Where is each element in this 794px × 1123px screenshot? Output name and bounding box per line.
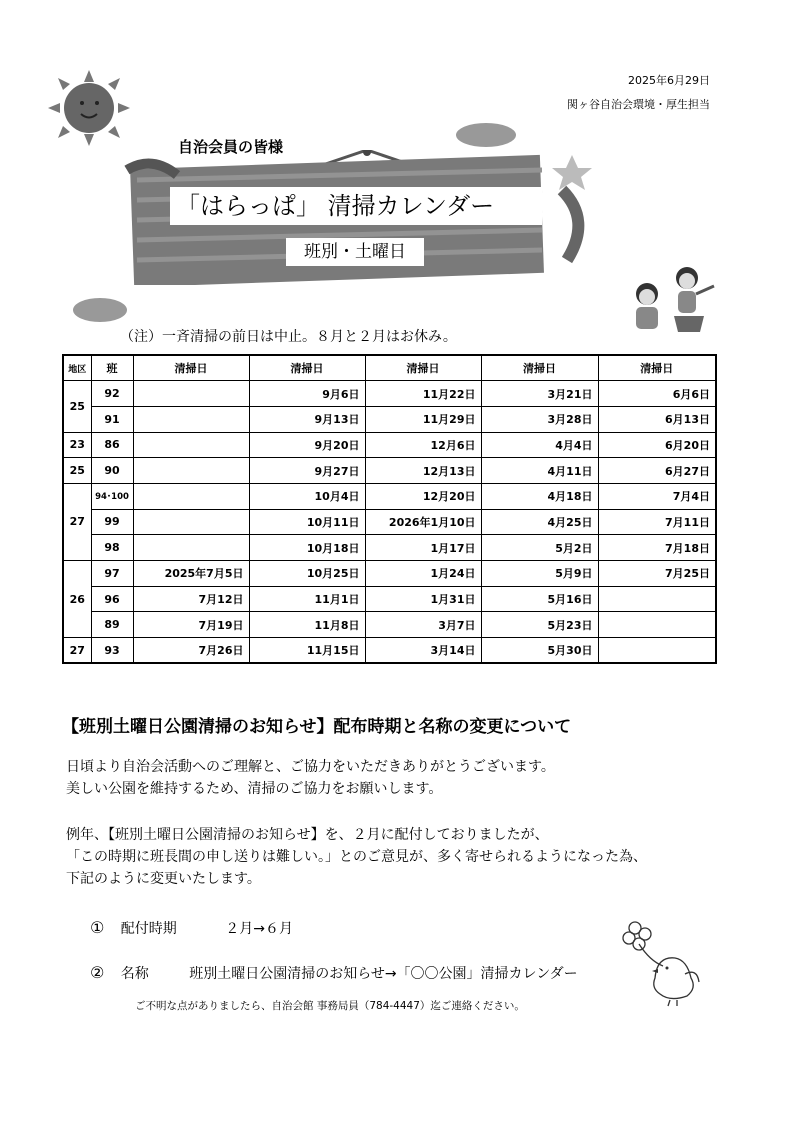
header-cell: 清掃日 <box>481 355 598 381</box>
header-cell: 清掃日 <box>133 355 249 381</box>
date-cell: 4月25日 <box>481 509 598 535</box>
area-cell: 27 <box>63 638 91 664</box>
date-cell: 11月8日 <box>249 612 365 638</box>
table-header-row <box>63 355 716 381</box>
area-cell: 26 <box>63 561 91 638</box>
date-cell: 3月28日 <box>481 406 598 432</box>
date-cell: 9月27日 <box>249 458 365 484</box>
date-cell <box>133 483 249 509</box>
children-illustration <box>622 264 722 344</box>
date-cell: 10月4日 <box>249 483 365 509</box>
table-row <box>63 509 716 535</box>
item-number: ② <box>90 963 105 982</box>
date-cell <box>133 458 249 484</box>
date-cell: 1月24日 <box>365 561 481 587</box>
date-cell: 6月13日 <box>598 406 716 432</box>
date-cell: 12月20日 <box>365 483 481 509</box>
salutation: 自治会員の皆様 <box>178 138 284 156</box>
date-cell: 5月2日 <box>481 535 598 561</box>
contact-info: ご不明な点がありましたら、自治会館 事務局員（784-4447）迄ご連絡ください。 <box>135 1000 525 1012</box>
date-cell <box>133 509 249 535</box>
date-cell: 6月27日 <box>598 458 716 484</box>
table-row <box>63 612 716 638</box>
cloud-illustration <box>72 293 128 323</box>
date-cell: 10月11日 <box>249 509 365 535</box>
table-row <box>63 432 716 458</box>
han-cell: 92 <box>91 381 133 407</box>
date-cell: 5月30日 <box>481 638 598 664</box>
date-cell: 4月18日 <box>481 483 598 509</box>
han-cell: 86 <box>91 432 133 458</box>
organization-name: 関ヶ谷自治会環境・厚生担当 <box>567 98 710 111</box>
date-cell: 3月14日 <box>365 638 481 664</box>
table-row <box>63 638 716 664</box>
date-cell: 6月6日 <box>598 381 716 407</box>
change-item-1 <box>90 918 293 938</box>
area-cell: 25 <box>63 458 91 484</box>
date-cell <box>133 535 249 561</box>
date-cell: 12月6日 <box>365 432 481 458</box>
date-cell: 1月31日 <box>365 586 481 612</box>
date-cell <box>133 381 249 407</box>
han-cell: 93 <box>91 638 133 664</box>
date-cell: 9月13日 <box>249 406 365 432</box>
table-row <box>63 406 716 432</box>
date-cell: 5月23日 <box>481 612 598 638</box>
date-cell: 11月22日 <box>365 381 481 407</box>
table-row <box>63 535 716 561</box>
document-date: 2025年6月29日 <box>628 74 710 87</box>
item-number: ① <box>90 918 105 937</box>
area-cell: 27 <box>63 483 91 560</box>
date-cell <box>598 638 716 664</box>
date-cell: 4月11日 <box>481 458 598 484</box>
date-cell: 10月18日 <box>249 535 365 561</box>
date-cell: 1月17日 <box>365 535 481 561</box>
date-cell: 4月4日 <box>481 432 598 458</box>
date-cell: 5月9日 <box>481 561 598 587</box>
han-cell: 91 <box>91 406 133 432</box>
han-cell: 97 <box>91 561 133 587</box>
cleaning-calendar-table <box>62 354 717 664</box>
date-cell: 2026年1月10日 <box>365 509 481 535</box>
date-cell <box>598 586 716 612</box>
date-cell <box>133 406 249 432</box>
table-row <box>63 561 716 587</box>
item-value: ２月→６月 <box>225 921 293 937</box>
han-cell: 98 <box>91 535 133 561</box>
han-cell: 99 <box>91 509 133 535</box>
date-cell <box>133 432 249 458</box>
date-cell: 12月13日 <box>365 458 481 484</box>
table-note: （注）一斉清掃の前日は中止。８月と２月はお休み。 <box>120 329 457 345</box>
date-cell: 7月18日 <box>598 535 716 561</box>
date-cell: 3月7日 <box>365 612 481 638</box>
date-cell: 11月1日 <box>249 586 365 612</box>
date-cell: 7月11日 <box>598 509 716 535</box>
notice-heading: 【班別土曜日公園清掃のお知らせ】配布時期と名称の変更について <box>62 717 572 737</box>
header-cell: 清掃日 <box>249 355 365 381</box>
area-cell: 23 <box>63 432 91 458</box>
item-label: 配付時期 <box>120 921 177 937</box>
date-cell: 7月26日 <box>133 638 249 664</box>
calendar-title: 「はらっぱ」 清掃カレンダー <box>170 187 542 225</box>
date-cell: 11月15日 <box>249 638 365 664</box>
date-cell: 7月19日 <box>133 612 249 638</box>
cloud-illustration <box>455 118 517 148</box>
header-cell: 清掃日 <box>365 355 481 381</box>
change-item-2 <box>90 963 578 983</box>
table-row <box>63 483 716 509</box>
notice-paragraph-1 <box>66 756 555 800</box>
table-row <box>63 381 716 407</box>
header-cell: 清掃日 <box>598 355 716 381</box>
table-row <box>63 586 716 612</box>
date-cell: 3月21日 <box>481 381 598 407</box>
date-cell: 11月29日 <box>365 406 481 432</box>
han-cell: 94･100 <box>91 483 133 509</box>
date-cell: 5月16日 <box>481 586 598 612</box>
date-cell: 6月20日 <box>598 432 716 458</box>
date-cell <box>598 612 716 638</box>
calendar-subtitle: 班別・土曜日 <box>286 238 424 266</box>
han-cell: 96 <box>91 586 133 612</box>
notice-line: 「この時期に班長間の申し送りは難しい。」とのご意見が、多く寄せられるようになった為、 <box>66 849 647 865</box>
date-cell: 7月12日 <box>133 586 249 612</box>
date-cell: 9月20日 <box>249 432 365 458</box>
area-cell: 25 <box>63 381 91 432</box>
han-cell: 89 <box>91 612 133 638</box>
bird-illustration <box>615 916 703 1008</box>
header-cell: 地区 <box>63 355 91 381</box>
sun-illustration <box>44 68 134 148</box>
date-cell: 10月25日 <box>249 561 365 587</box>
table-row <box>63 458 716 484</box>
header-cell: 班 <box>91 355 133 381</box>
notice-line: 日頃より自治会活動へのご理解と、ご協力をいただきありがとうございます。 <box>66 759 555 775</box>
date-cell: 7月4日 <box>598 483 716 509</box>
item-value: 班別土曜日公園清掃のお知らせ→「〇〇公園」清掃カレンダー <box>189 966 578 982</box>
notice-line: 美しい公園を維持するため、清掃のご協力をお願いします。 <box>66 781 443 797</box>
date-cell: 2025年7月5日 <box>133 561 249 587</box>
item-label: 名称 <box>120 966 149 982</box>
notice-line: 下記のように変更いたします。 <box>66 871 261 887</box>
date-cell: 7月25日 <box>598 561 716 587</box>
date-cell: 9月6日 <box>249 381 365 407</box>
notice-line: 例年、【班別土曜日公園清掃のお知らせ】を、２月に配付しておりましたが、 <box>66 827 549 843</box>
notice-paragraph-2 <box>66 824 647 890</box>
han-cell: 90 <box>91 458 133 484</box>
